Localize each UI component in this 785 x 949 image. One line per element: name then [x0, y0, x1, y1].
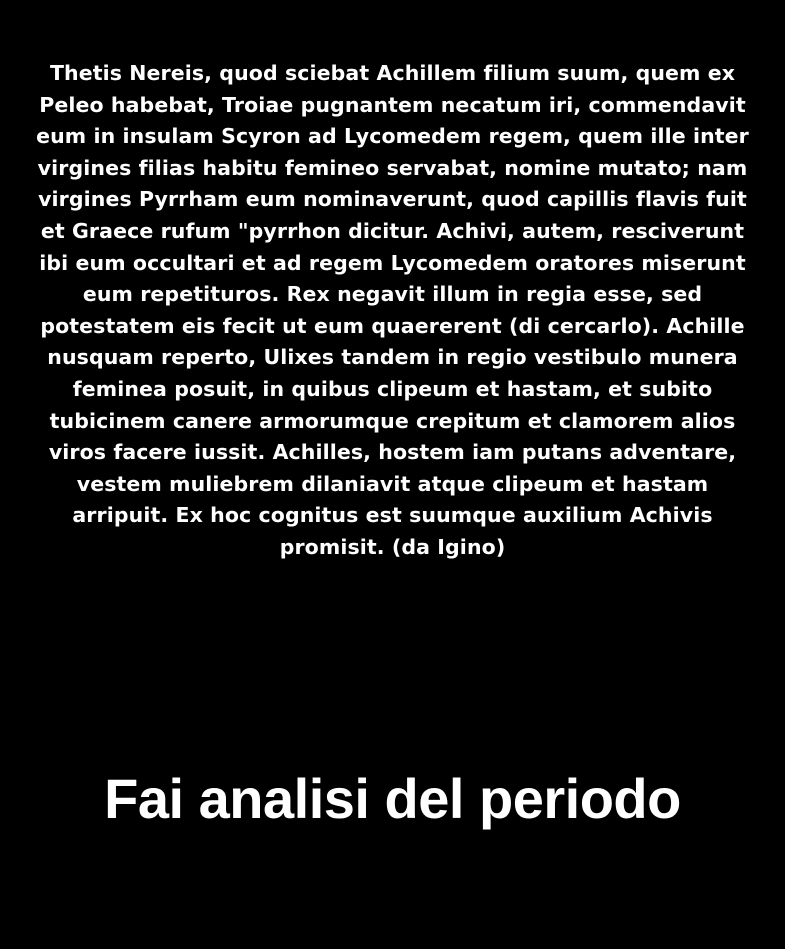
latin-passage-text: Thetis Nereis, quod sciebat Achillem filium suum, quem ex Peleo habebat, Troiae pugnantem necatum iri, commendavit eum in insulam Scyron ad Lycomedem regem, quem ille inter virgines filias habitu femineo servabat, nomine mutato; nam virgines Pyrrham eum nominaverunt, quod capillis flavis fuit et Graece rufum "pyrrhon dicitur. Achivi, autem, resciverunt ibi eum occultari et ad regem Lycomedem oratores miserunt eum repetituros. Rex negavit illum in regia esse, sed potestatem eis fecit ut eum quaererent (di cercarlo). Achille nusquam reperto, Ulixes tandem in regio vestibulo munera feminea posuit, in quibus clipeum et hastam, et subito tubicinem canere armorumque crepitum et clamorem alios viros facere iussit. Achilles, hostem iam putans adventare, vestem muliebrem dilaniavit atque clipeum et hastam arripuit. Ex hoc cognitus est suumque auxilium Achivis promisit. (da Igino)	[36, 61, 749, 559]
caption-text: Fai analisi del periodo	[104, 767, 681, 830]
